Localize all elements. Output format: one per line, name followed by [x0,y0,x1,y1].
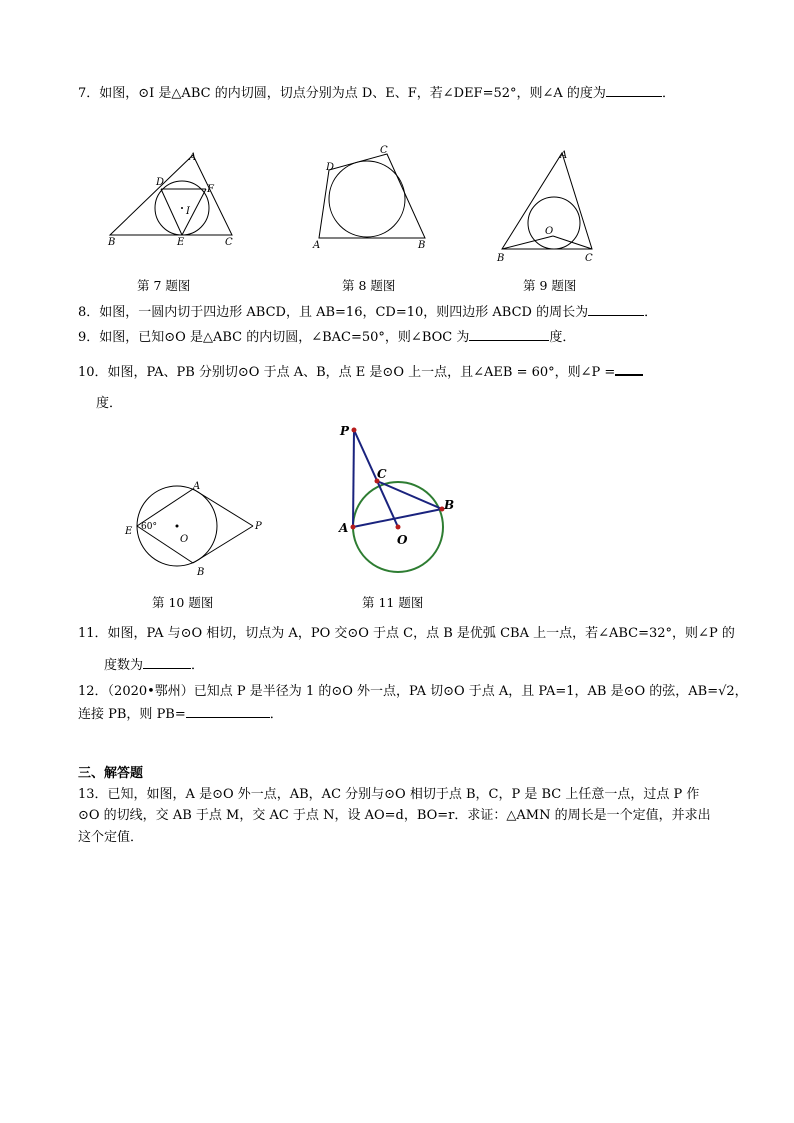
fig8-label-D: D [326,162,335,173]
fig10-label-P: P [255,521,262,532]
fig7-label-B: B [108,237,116,248]
section-title: 三、解答题 [78,766,144,781]
fig8-label-B: B [418,240,426,250]
fig8-label-A: A [313,240,321,250]
fig7-label-A: A [189,152,197,163]
question-10-text: 10．如图，PA、PB 分别切⊙O 于点 A、B，点 E 是⊙O 上一点，且∠AEB = 60°，则∠P = [78,365,616,380]
fig10-label-O: O [180,534,189,545]
question-13: 13．已知，如图，A 是⊙O 外一点，AB，AC 分别与⊙O 相切于点 B，C，P 是 BC 上任意一点，过点 P 作 [78,787,700,802]
question-13-line2: ⊙O 的切线，交 AB 于点 M，交 AC 于点 N，设 AO=d，BO=r．求证：△AMN 的周长是一个定值，并求出 [78,808,711,823]
question-8-text: 8．如图，一圆内切于四边形 ABCD，且 AB=16，CD=10，则四边形 ABCD 的周长为 [78,305,589,320]
fig9-label-B: B [497,253,505,264]
fig7-label-F: F [207,184,214,195]
question-11-line2: 度数为 ． [104,658,205,673]
question-10 [78,362,643,381]
figure-10 [120,476,270,580]
fig11-label-C: C [377,467,387,481]
question-12-line2: 连接 PB，则 PB= ． [78,707,283,722]
fig11-label-B: B [444,498,455,512]
fig10-angle-label: 60° [141,522,157,532]
fig7-label-I: I [186,206,190,217]
answer-blank [469,328,549,341]
caption-fig7: 第 7 题图 [137,278,191,293]
fig9-label-O: O [545,226,554,237]
caption-fig9: 第 9 题图 [523,278,577,293]
fig7-label-E: E [177,237,185,248]
fig9-label-C: C [585,253,593,264]
question-12: 12．（2020•鄂州）已知点 P 是半径为 1 的⊙O 外一点，PA 切⊙O 于点 A，且 PA=1，AB 是⊙O 的弦，AB=√2， [78,684,748,699]
figure-7 [105,148,245,248]
answer-blank [606,84,662,97]
fig10-label-A: A [193,481,201,492]
answer-blank [615,362,643,376]
answer-blank [186,705,270,718]
fig10-label-E: E [125,526,133,537]
fig8-label-C: C [380,145,388,156]
fig11-label-P: P [340,424,350,438]
fig9-label-A: A [560,150,568,161]
fig7-label-C: C [225,237,233,248]
question-11: 11．如图，PA 与⊙O 相切，切点为 A，PO 交⊙O 于点 C，点 B 是优弧 CBA 上一点，若∠ABC=32°，则∠P 的 [78,626,735,641]
figure-11 [330,420,460,585]
fig10-label-B: B [197,567,205,578]
question-9-text: 9．如图，已知⊙O 是△ABC 的内切圆，∠BAC=50°，则∠BOC 为 [78,330,470,345]
fig11-label-A: A [339,521,349,535]
caption-fig10: 第 10 题图 [152,595,214,610]
fig7-label-D: D [156,177,165,188]
question-8: 8．如图，一圆内切于四边形 ABCD，且 AB=16，CD=10，则四边形 ABCD 的周长为 ． [78,305,658,320]
question-10-line2: 度． [96,396,123,411]
question-7-text: 7．如图，⊙I 是△ABC 的内切圆，切点分别为点 D、E、F，若∠DEF=52°，则∠A 的度为 [78,86,606,101]
question-9: 9．如图，已知⊙O 是△ABC 的内切圆，∠BAC=50°，则∠BOC 为 度． [78,330,576,345]
question-7: 7．如图，⊙I 是△ABC 的内切圆，切点分别为点 D、E、F，若∠DEF=52°，则∠A 的度为 ． [78,86,675,101]
caption-fig11: 第 11 题图 [362,595,424,610]
figure-8 [310,140,440,250]
answer-blank [143,656,191,669]
fig11-label-O: O [397,533,408,547]
answer-blank [588,303,644,316]
question-13-line3: 这个定值． [78,830,144,845]
caption-fig8: 第 8 题图 [342,278,396,293]
figure-9 [490,145,610,265]
